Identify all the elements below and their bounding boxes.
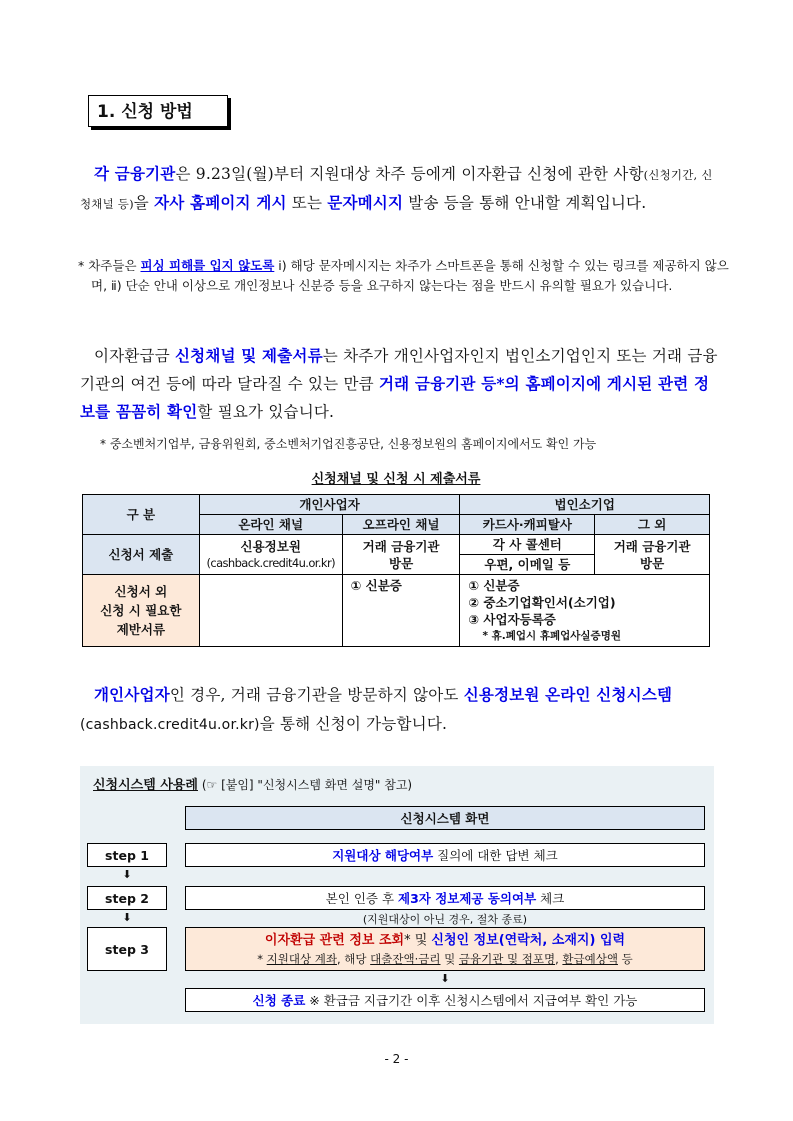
step-3-label: step 3 [87, 927, 167, 971]
example-title: 신청시스템 사용례 (☞ [붙임] "신청시스템 화면 설명" 참고) [93, 778, 413, 793]
arrow-down-icon: ⬇ [122, 868, 132, 881]
cell-docs-corp: ① 신분증 ② 중소기업확인서(소기업) ③ 사업자등록증 * 휴.폐업시 휴폐업사실증명원 [460, 575, 710, 647]
final-box: 신청 종료 ※ 환급금 지급기간 이후 신청시스템에서 지급여부 확인 가능 [185, 988, 705, 1012]
requirements-table [82, 494, 710, 647]
cell-online: 신용정보원 (cashback.credit4u.or.kr) [199, 535, 342, 575]
step-3-box: 이자환급 관련 정보 조회* 및 신청인 정보(연락처, 소재지) 입력 * 지원대상 계좌, 해당 대출잔액·금리 및 금융기관 및 점포명, 환급예상액 등 [185, 927, 705, 971]
row-label-application: 신청서 제출 [83, 535, 200, 575]
cell-other: 거래 금융기관 방문 [595, 535, 710, 575]
cell-docs-offline: ① 신분증 [342, 575, 460, 647]
page-number: - 2 - [384, 1052, 409, 1066]
system-screen-header: 신청시스템 화면 [185, 806, 705, 830]
paragraph-notice: 각 금융기관은 9.23일(월)부터 지원대상 차주 등에게 이자환급 신청에 관한 사항(신청기간, 신청채널 등)을 자사 홈페이지 게시 또는 문자메시지 발송 등을 통해 안내할 계획입니다. [80, 164, 713, 212]
header-online: 온라인 채널 [199, 515, 342, 535]
step-1-label: step 1 [87, 843, 167, 867]
step-2-box: 본인 인증 후 제3자 정보제공 동의여부 체크 [185, 886, 705, 910]
section-title: 1. 신청 방법 [88, 95, 228, 127]
header-personal: 개인사업자 [199, 495, 460, 515]
cell-offline: 거래 금융기관 방문 [342, 535, 460, 575]
arrow-down-icon: ⬇ [122, 911, 132, 924]
paragraph-channels: 이자환급금 신청채널 및 제출서류는 차주가 개인사업자인지 법인소기업인지 또는 거래 금융기관의 여건 등에 따라 달라질 수 있는 만큼 거래 금융기관 등*의 홈페이지에 게시된 관련 정보를 꼼꼼히 확인할 필요가 있습니다. [80, 346, 718, 421]
cell-card-1: 각 사 콜센터 [460, 535, 595, 555]
step-1-box: 지원대상 해당여부 질의에 대한 답변 체크 [185, 843, 705, 867]
step-2-note: (지원대상이 아닌 경우, 절차 종료) [362, 913, 528, 926]
phishing-note: * 차주들은 피싱 피해를 입지 않도록 ⅰ) 해당 문자메시지는 차주가 스마트폰을 통해 신청할 수 있는 링크를 제공하지 않으며, ⅱ) 단순 안내 이상으로 개인정보나 신분증 등을 요구하지 않는다는 점을 반드시 유의할 필요가 있습니다. [78, 258, 729, 293]
header-gubun: 구 분 [83, 495, 200, 535]
cell-card-2: 우편, 이메일 등 [460, 555, 595, 575]
header-other: 그 외 [595, 515, 710, 535]
homepage-note: * 중소벤처기업부, 금융위원회, 중소벤처기업진흥공단, 신용정보원의 홈페이지에서도 확인 가능 [100, 437, 597, 451]
table-title: 신청채널 및 신청 시 제출서류 [311, 472, 481, 487]
step-2-label: step 2 [87, 886, 167, 910]
row-label-documents: 신청서 외 신청 시 필요한 제반서류 [83, 575, 200, 647]
paragraph-online: 개인사업자인 경우, 거래 금융기관을 방문하지 않아도 신용정보원 온라인 신청시스템(cashback.credit4u.or.kr)을 통해 신청이 가능합니다. [80, 685, 673, 733]
arrow-down-icon: ⬇ [440, 972, 450, 985]
cell-docs-online [199, 575, 342, 647]
header-card: 카드사·캐피탈사 [460, 515, 595, 535]
header-offline: 오프라인 채널 [342, 515, 460, 535]
header-corp: 법인소기업 [460, 495, 710, 515]
